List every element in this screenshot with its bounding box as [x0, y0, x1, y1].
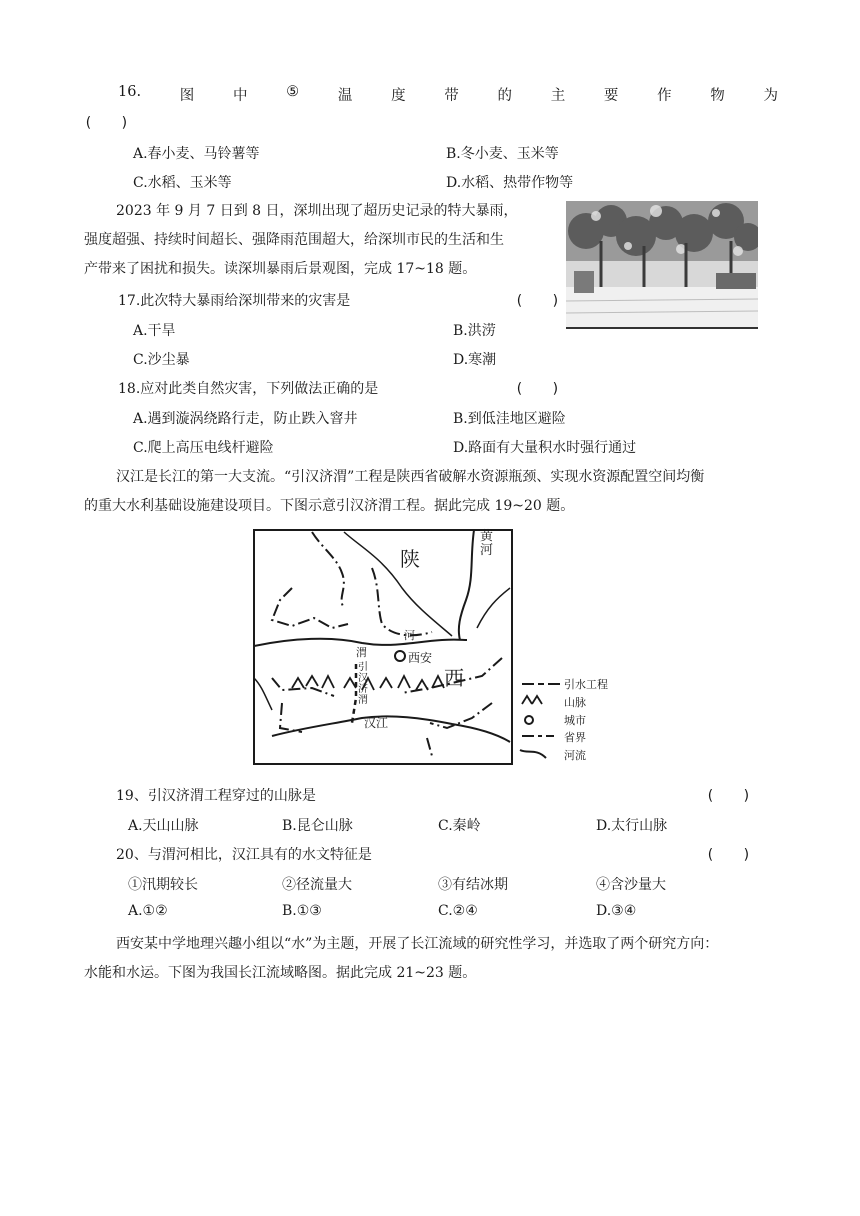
- q17-option-c: C.沙尘暴: [133, 352, 190, 368]
- shenzhen-intro-line-1: 2023 年 9 月 7 日到 8 日，深圳出现了超历史记录的特大暴雨，: [116, 203, 518, 219]
- shenzhen-intro-line-2: 强度超强、持续时间超长、强降雨范围超大，给深圳市民的生活和生: [84, 232, 504, 248]
- map-label-weihe-right: 河: [404, 629, 415, 642]
- q16-char: 物: [710, 88, 725, 104]
- yinhanjiwei-map: [252, 528, 614, 766]
- map-legend: [520, 684, 560, 758]
- map-label-project-char: 引: [358, 662, 368, 673]
- changjiang-intro-line-2: 水能和水运。下图为我国长江流域略图。据此完成 21~23 题。: [84, 965, 477, 981]
- q16-char: 带: [444, 88, 459, 104]
- legend-label-river: 河流: [564, 749, 586, 762]
- q17-answer-paren: ( ): [515, 293, 560, 309]
- q20-option-a: A.①②: [128, 903, 168, 919]
- q18-option-b: B.到低洼地区避险: [453, 411, 566, 427]
- map-label-hanjiang: 汉江: [364, 716, 389, 730]
- q18-option-c: C.爬上高压电线杆避险: [133, 440, 274, 456]
- map-label-project: [358, 662, 368, 706]
- map-label-weihe-left: 渭: [356, 646, 367, 659]
- map-label-huanghe: [480, 530, 493, 558]
- q18-option-a: A.遇到漩涡绕路行走，防止跌入窨井: [133, 411, 358, 427]
- q17-option-a: A.干旱: [133, 323, 176, 339]
- q16-answer-paren: ( ): [84, 115, 129, 131]
- q16-char: 为: [763, 88, 778, 104]
- q16-option-d: D.水稻、热带作物等: [446, 175, 574, 191]
- hanjiang-intro-line-2: 的重大水利基础设施建设项目。下图示意引汉济渭工程。据此完成 19~20 题。: [84, 498, 575, 514]
- q16-char: 16.: [118, 84, 142, 100]
- map-label-project-char: 汉: [358, 673, 368, 684]
- q19-option-b: B.昆仑山脉: [282, 818, 353, 834]
- q16-stem: [118, 84, 778, 105]
- q17-stem: 17.此次特大暴雨给深圳带来的灾害是: [118, 293, 351, 309]
- q16-option-c: C.水稻、玉米等: [133, 175, 232, 191]
- q19-option-c: C.秦岭: [438, 818, 481, 834]
- map-graphic: [252, 528, 614, 766]
- q20-item-1: ①汛期较长: [128, 877, 198, 893]
- q19-option-d: D.太行山脉: [596, 818, 668, 834]
- shenzhen-rainstorm-photo: [566, 201, 758, 329]
- q19-answer-paren: ( ): [706, 788, 751, 804]
- q20-option-b: B.①③: [282, 903, 322, 919]
- q16-char: 中: [232, 88, 248, 104]
- legend-label-boundary: 省界: [564, 731, 586, 744]
- q20-option-d: D.③④: [596, 903, 637, 919]
- q20-item-4: ④含沙量大: [596, 877, 666, 893]
- q16-option-b: B.冬小麦、玉米等: [446, 146, 559, 162]
- q20-answer-paren: ( ): [706, 847, 751, 863]
- q16-char: 温: [337, 88, 353, 104]
- shenzhen-intro-line-3: 产带来了困扰和损失。读深圳暴雨后景观图，完成 17~18 题。: [84, 261, 477, 277]
- q16-char: 图: [179, 88, 195, 104]
- q18-answer-paren: ( ): [515, 381, 560, 397]
- legend-label-mountain: 山脉: [564, 696, 586, 709]
- rainstorm-photo-graphic: [566, 201, 758, 327]
- q16-char: 的: [497, 88, 512, 104]
- q16-char: 要: [603, 88, 619, 104]
- q16-char: 度: [391, 88, 406, 104]
- changjiang-intro-line-1: 西安某中学地理兴趣小组以“水”为主题，开展了长江流域的研究性学习，并选取了两个研究方向：: [116, 936, 719, 952]
- q16-option-a: A.春小麦、马铃薯等: [133, 146, 260, 162]
- q16-char: ⑤: [286, 84, 300, 100]
- q20-item-2: ②径流量大: [282, 877, 352, 893]
- map-label-xian: 西安: [408, 651, 433, 665]
- map-label-shaan: 陕: [400, 547, 420, 571]
- q20-item-3: ③有结冰期: [438, 877, 508, 893]
- hanjiang-intro-line-1: 汉江是长江的第一大支流。“引汉济渭”工程是陕西省破解水资源瓶颈、实现水资源配置空间均衡: [116, 469, 705, 485]
- q20-option-c: C.②④: [438, 903, 478, 919]
- q19-option-a: A.天山山脉: [128, 818, 199, 834]
- q20-stem: 20、与渭河相比，汉江具有的水文特征是: [116, 847, 372, 863]
- q16-char: 主: [550, 88, 566, 104]
- legend-label-city: 城市: [564, 714, 586, 727]
- map-label-huanghe-char: 河: [480, 543, 494, 558]
- map-label-huanghe-char: 黄: [480, 529, 494, 544]
- q16-char: 作: [657, 88, 672, 104]
- map-label-project-char: 渭: [358, 695, 368, 706]
- q19-stem: 19、引汉济渭工程穿过的山脉是: [116, 788, 316, 804]
- q18-stem: 18.应对此类自然灾害，下列做法正确的是: [118, 381, 379, 397]
- q17-option-d: D.寒潮: [453, 352, 497, 368]
- q18-option-d: D.路面有大量积水时强行通过: [453, 440, 637, 456]
- q17-option-b: B.洪涝: [453, 323, 496, 339]
- map-label-xi: 西: [444, 666, 464, 690]
- map-label-project-char: 济: [358, 684, 368, 695]
- legend-label-project: 引水工程: [564, 678, 608, 691]
